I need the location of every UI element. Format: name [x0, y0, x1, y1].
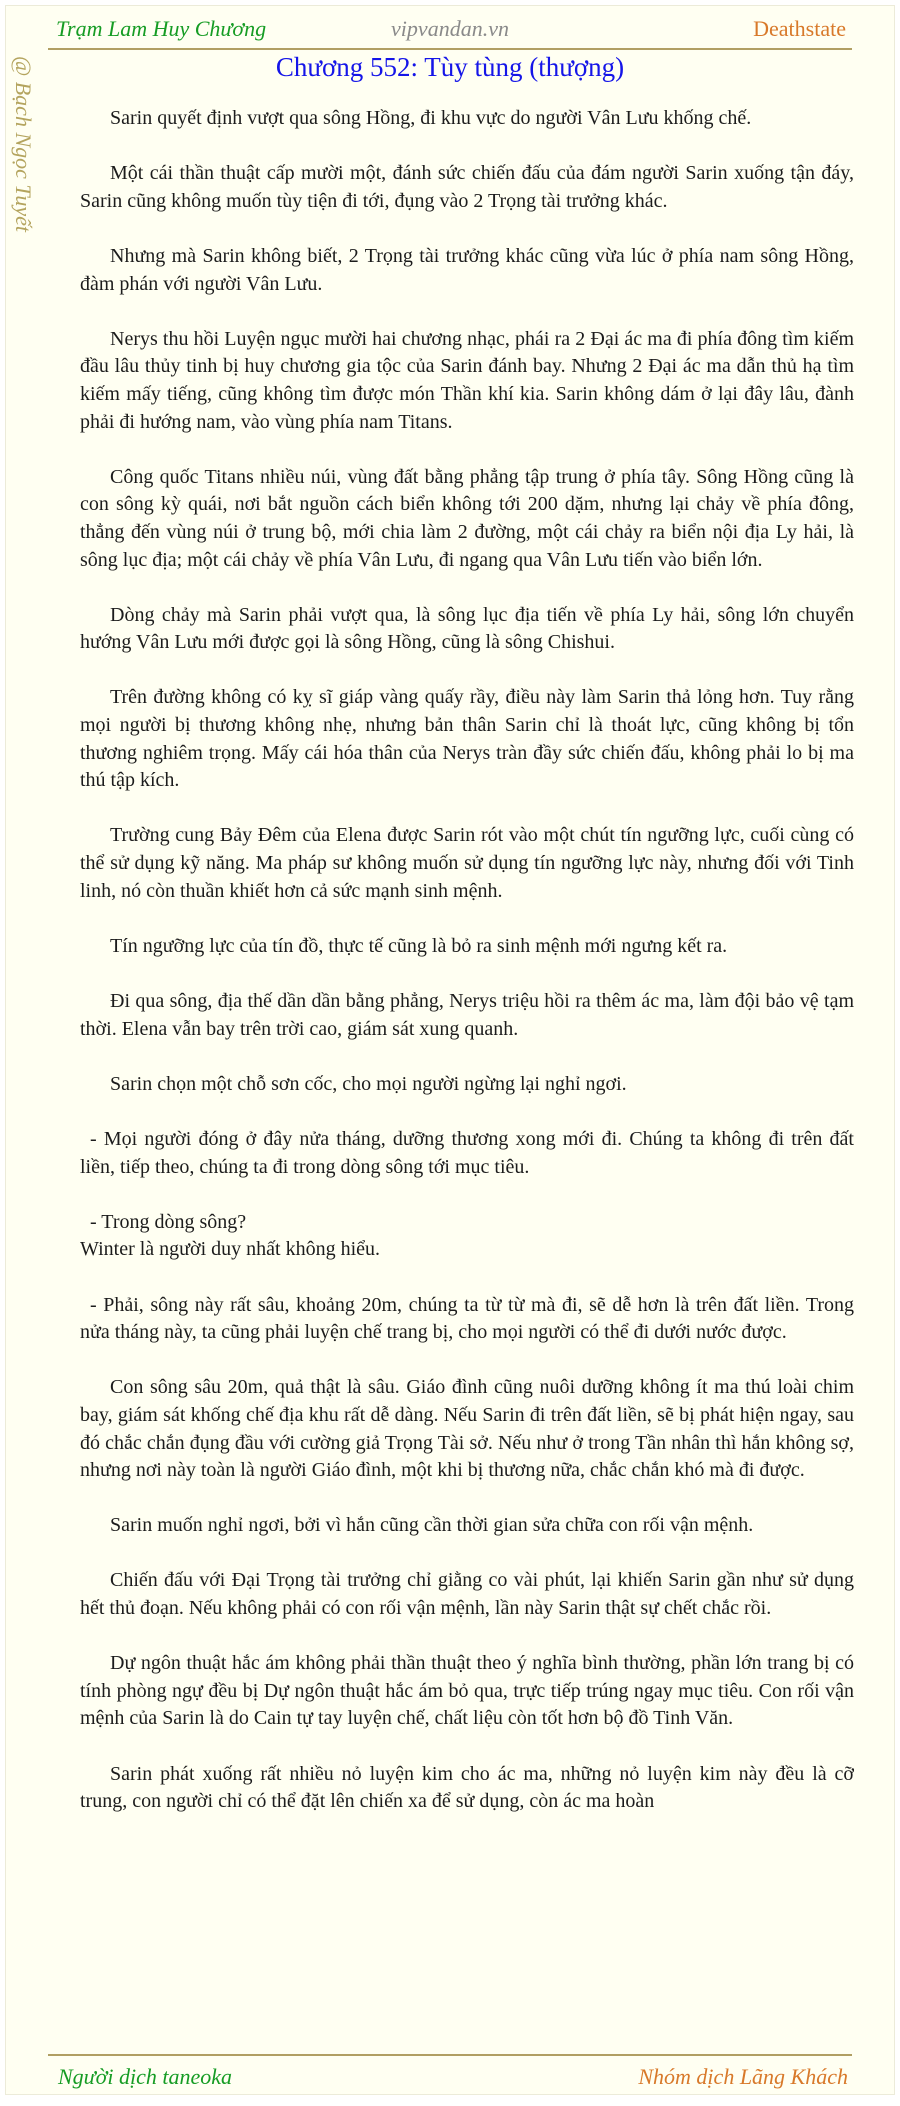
sidebar-watermark: @ Bạch Ngọc Tuyết [11, 56, 36, 233]
paragraph: Dự ngôn thuật hắc ám không phải thần thuật theo ý nghĩa bình thường, phần lớn trang bị có tính phòng ngự đều bị Dự ngôn thuật hắc ám bỏ qua, trực tiếp trúng ngay mục tiêu. Con rối vận mệnh của Sarin là do Cain tự tay luyện chế, chất liệu còn tốt hơn bộ đồ Tinh Văn. [80, 1652, 854, 1730]
page-footer [48, 2054, 852, 2096]
header-author: Deathstate [753, 16, 846, 41]
dialogue-paragraph: - Mọi người đóng ở đây nửa tháng, dưỡng thương xong mới đi. Chúng ta không đi trên đất liền, tiếp theo, chúng ta đi trong dòng sông tới mục tiêu. [80, 1127, 854, 1178]
paragraph: Công quốc Titans nhiều núi, vùng đất bằng phẳng tập trung ở phía tây. Sông Hồng cũng là con sông kỳ quái, nơi bắt nguồn cách biển không tới 200 dặm, nhưng lại chảy về phía đông, thẳng đến vùng núi ở trung bộ, mới chia làm 2 đường, một cái chảy ra biển nội địa Ly hải, là sông lục địa; một cái chảy về phía Vân Lưu, đi ngang qua Vân Lưu tiến vào biển lớn. [80, 465, 854, 571]
paragraph: Winter là người duy nhất không hiểu. [80, 1238, 380, 1261]
paragraph: Sarin phát xuống rất nhiều nỏ luyện kim cho ác ma, những nỏ luyện kim này đều là cỡ trung, con người chỉ có thể đặt lên chiến xa để sử dụng, còn ác ma hoàn [80, 1762, 854, 1813]
header-site-link[interactable]: vipvandan.vn [391, 16, 509, 41]
paragraph: Dòng chảy mà Sarin phải vượt qua, là sông lục địa tiến về phía Ly hải, sông lớn chuyển hướng Vân Lưu mới được gọi là sông Hồng, cũng là sông Chishui. [80, 603, 854, 654]
paragraph: Nhưng mà Sarin không biết, 2 Trọng tài trưởng khác cũng vừa lúc ở phía nam sông Hồng, đàm phán với người Vân Lưu. [80, 244, 854, 295]
page [6, 6, 894, 2094]
dialogue-paragraph: - Trong dòng sông? [90, 1210, 247, 1233]
paragraph: Sarin chọn một chỗ sơn cốc, cho mọi người ngừng lại nghỉ ngơi. [110, 1072, 627, 1095]
paragraph: Tín ngưỡng lực của tín đồ, thực tế cũng là bỏ ra sinh mệnh mới ngưng kết ra. [110, 934, 728, 957]
chapter-body [80, 105, 854, 2053]
paragraph: Một cái thần thuật cấp mười một, đánh sức chiến đấu của đám người Sarin xuống tận đáy, Sarin cũng không muốn tùy tiện đi tới, đụng vào 2 Trọng tài trưởng khác. [80, 162, 854, 212]
page-header [48, 8, 852, 50]
footer-translator: Người dịch taneoka [58, 2064, 233, 2089]
paragraph: Nerys thu hồi Luyện ngục mười hai chương nhạc, phái ra 2 Đại ác ma đi phía đông tìm kiếm đầu lâu thủy tinh bị huy chương gia tộc của Sarin đánh bay. Nhưng 2 Đại ác ma dẫn thủ hạ tìm kiếm mấy tiếng, cũng không tìm được món Thần khí kia. Sarin không dám ở lại đây lâu, đành phải đi hướng nam, vào vùng phía nam Titans. [80, 327, 854, 433]
dialogue-paragraph: - Phải, sông này rất sâu, khoảng 20m, chúng ta từ từ mà đi, sẽ dễ hơn là trên đất liền. Trong nửa tháng này, ta cũng phải luyện chế trang bị, cho mọi người có thể đi dưới nước được. [80, 1293, 854, 1344]
paragraph: Đi qua sông, địa thế dần dần bằng phẳng, Nerys triệu hồi ra thêm ác ma, làm đội bảo vệ tạm thời. Elena vẫn bay trên trời cao, giám sát xung quanh. [80, 990, 854, 1040]
paragraph: Trên đường không có kỵ sĩ giáp vàng quấy rầy, điều này làm Sarin thả lỏng hơn. Tuy rằng mọi người bị thương không nhẹ, nhưng bản thân Sarin chỉ là thoát lực, cũng không bị tổn thương nghiêm trọng. Mấy cái hóa thân của Nerys tràn đầy sức chiến đấu, không phải lo bị ma thú tập kích. [80, 686, 854, 792]
paragraph: Sarin quyết định vượt qua sông Hồng, đi khu vực do người Vân Lưu khống chế. [110, 107, 752, 129]
header-novel-title: Trạm Lam Huy Chương [56, 16, 267, 41]
paragraph: Trường cung Bảy Đêm của Elena được Sarin rót vào một chút tín ngưỡng lực, cuối cùng có thể sử dụng kỹ năng. Ma pháp sư không muốn sử dụng tín ngưỡng lực này, nhưng đối với Tinh linh, nó còn thuần khiết hơn cả sức mạnh sinh mệnh. [80, 824, 854, 902]
chapter-title: Chương 552: Tùy tùng (thượng) [275, 52, 625, 82]
paragraph: Con sông sâu 20m, quả thật là sâu. Giáo đình cũng nuôi dưỡng không ít ma thú loài chim bay, giám sát khống chế địa khu rất dễ dàng. Nếu Sarin đi trên đất liền, sẽ bị phát hiện ngay, sau đó chắc chắn đụng đầu với cường giả Trọng Tài sở. Nếu như ở trong Tần nhân thì hắn không sợ, nhưng nơi này toàn là người Giáo đình, một khi bị thương nữa, chắc chắn khó mà đi được. [80, 1376, 854, 1482]
paragraph: Sarin muốn nghỉ ngơi, bởi vì hắn cũng cần thời gian sửa chữa con rối vận mệnh. [110, 1514, 754, 1537]
footer-translation-group: Nhóm dịch Lãng Khách [638, 2064, 848, 2089]
paragraph: Chiến đấu với Đại Trọng tài trưởng chỉ giằng co vài phút, lại khiến Sarin gần như sử dụng hết thủ đoạn. Nếu không phải có con rối vận mệnh, lần này Sarin thật sự chết chắc rồi. [80, 1569, 854, 1620]
